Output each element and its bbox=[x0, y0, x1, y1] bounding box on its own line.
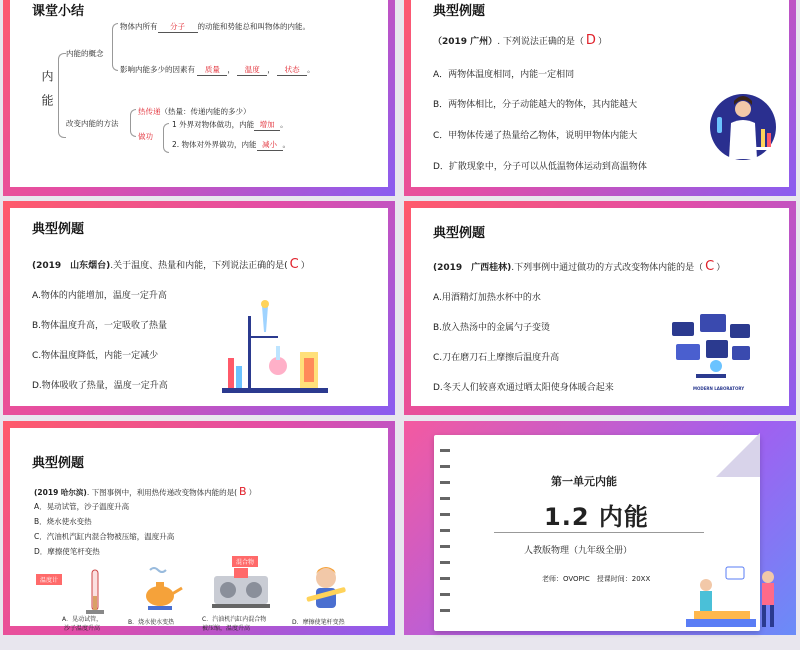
method-brace bbox=[130, 109, 136, 137]
cover-subtitle: 人教版物理（九年级全册） bbox=[524, 546, 633, 556]
concept-label: 内能的概念 bbox=[66, 49, 104, 58]
answer-letter: C bbox=[705, 259, 715, 274]
heat-transfer-line: 热传递（热量：传递内能的多少） bbox=[138, 107, 251, 116]
method-label: 改变内能的方法 bbox=[66, 119, 119, 128]
slide-example-harbin[interactable] bbox=[3, 421, 395, 635]
option-b: B.物体温度升高，一定吸收了热量 bbox=[32, 321, 168, 331]
question-stem: (2019 广西桂林).下列事例中通过做功的方式改变物体内能的是（ C ） bbox=[433, 259, 726, 274]
unit-title: 第一单元内能 bbox=[551, 475, 617, 488]
summary-title: 课堂小结 bbox=[32, 4, 85, 19]
option-d: D．摩擦使笔杆变热 bbox=[34, 547, 100, 556]
lab-caption: MODERN LABORATORY bbox=[693, 386, 745, 391]
option-b: B．烧水使水变热 bbox=[34, 517, 92, 526]
factor-1: 质量 bbox=[197, 64, 227, 76]
concept-line: 物体内所有 分子 的动能和势能总和叫物体的内能。 bbox=[120, 22, 310, 31]
page-curl bbox=[716, 433, 760, 477]
example-title: 典型例题 bbox=[433, 4, 486, 19]
factor-2: 温度 bbox=[237, 64, 267, 76]
slide-example-yantai[interactable] bbox=[3, 201, 395, 415]
caption-d: D．摩擦使笔杆变热 bbox=[292, 619, 345, 626]
kettle-illustration bbox=[138, 566, 184, 612]
option-a: A.物体的内能增加，温度一定升高 bbox=[32, 291, 167, 301]
root-brace bbox=[58, 53, 66, 138]
answer-letter: D bbox=[585, 33, 596, 48]
option-c: C.物体温度降低，内能一定减少 bbox=[32, 351, 159, 361]
option-a: A．晃动试管，沙子温度升高 bbox=[34, 502, 130, 511]
work-line-1: 1 外界对物体做功，内能 增加 。 bbox=[172, 120, 288, 129]
option-c: C．甲物体传递了热量给乙物体，说明甲物体内能大 bbox=[433, 131, 638, 141]
engine-cylinder-illustration bbox=[208, 566, 274, 612]
example-title: 典型例题 bbox=[32, 222, 85, 237]
caption-c: C．汽油机汽缸内混合物 被压缩，温度升高 bbox=[202, 616, 267, 632]
option-d: D.物体吸收了热量，温度一定升高 bbox=[32, 381, 168, 391]
slide-example-guilin[interactable] bbox=[404, 201, 796, 415]
modern-laboratory-illustration bbox=[666, 308, 756, 388]
question-stem: (2019 哈尔滨). 下图事例中，利用热传递改变物体内能的是( B ） bbox=[34, 485, 257, 498]
option-b: B.放入热汤中的金属勺子变烫 bbox=[433, 323, 551, 333]
concept-blank: 分子 bbox=[158, 21, 198, 33]
option-c: C．汽油机汽缸内混合物被压缩，温度升高 bbox=[34, 532, 175, 541]
factors-line: 影响内能多少的因素有 质量 ， 温度 ， 状态 。 bbox=[120, 65, 315, 74]
test-tube-illustration bbox=[80, 568, 110, 616]
option-b: B．两物体相比，分子动能越大的物体，其内能越大 bbox=[433, 100, 638, 110]
work-label: 做功 bbox=[138, 132, 153, 141]
concept-brace bbox=[112, 23, 118, 71]
title-divider bbox=[494, 532, 704, 533]
factor-3: 状态 bbox=[277, 64, 307, 76]
option-a: A.用酒精灯加热水杯中的水 bbox=[433, 293, 541, 303]
slide-cover[interactable] bbox=[404, 421, 796, 635]
slide-summary[interactable] bbox=[3, 0, 395, 196]
answer-letter: C bbox=[289, 257, 299, 272]
boy-pen-illustration bbox=[304, 564, 348, 614]
option-a: A．两物体温度相同，内能一定相同 bbox=[433, 70, 575, 80]
caption-b: B．烧水使水变热 bbox=[128, 619, 175, 626]
mixture-tag: 混合物 bbox=[232, 556, 258, 567]
lab-apparatus-illustration bbox=[220, 296, 330, 396]
scientist-illustration bbox=[707, 87, 777, 163]
example-title: 典型例题 bbox=[32, 456, 85, 471]
option-d: D．扩散现象中，分子可以从低温物体运动到高温物体 bbox=[433, 162, 647, 172]
caption-a: A．晃动试管， 沙子温度升高 bbox=[62, 616, 103, 632]
teacher-info: 老师：OVOPIC 授课时间：20XX bbox=[542, 575, 651, 583]
notebook-rings bbox=[440, 441, 450, 621]
students-books-illustration bbox=[682, 559, 796, 635]
slide-example-guangzhou[interactable] bbox=[404, 0, 796, 196]
root-label: 内能 bbox=[40, 70, 54, 118]
option-c: C.刀在磨刀石上摩擦后温度升高 bbox=[433, 353, 560, 363]
question-stem: （2019 广州）. 下列说法正确的是（ D ） bbox=[433, 33, 607, 48]
option-d: D.冬天人们较喜欢通过晒太阳使身体暖合起来 bbox=[433, 383, 614, 393]
question-stem: (2019 山东烟台).关于温度、热量和内能，下列说法正确的是( C ） bbox=[32, 257, 310, 272]
work-line-2: 2. 物体对外界做功，内能 减小 。 bbox=[172, 140, 291, 149]
thermometer-tag: 温度计 bbox=[36, 574, 62, 585]
answer-letter: B bbox=[239, 485, 247, 498]
lesson-title: 1.2 内能 bbox=[544, 503, 649, 531]
example-title: 典型例题 bbox=[433, 226, 486, 241]
work-brace bbox=[163, 123, 169, 153]
